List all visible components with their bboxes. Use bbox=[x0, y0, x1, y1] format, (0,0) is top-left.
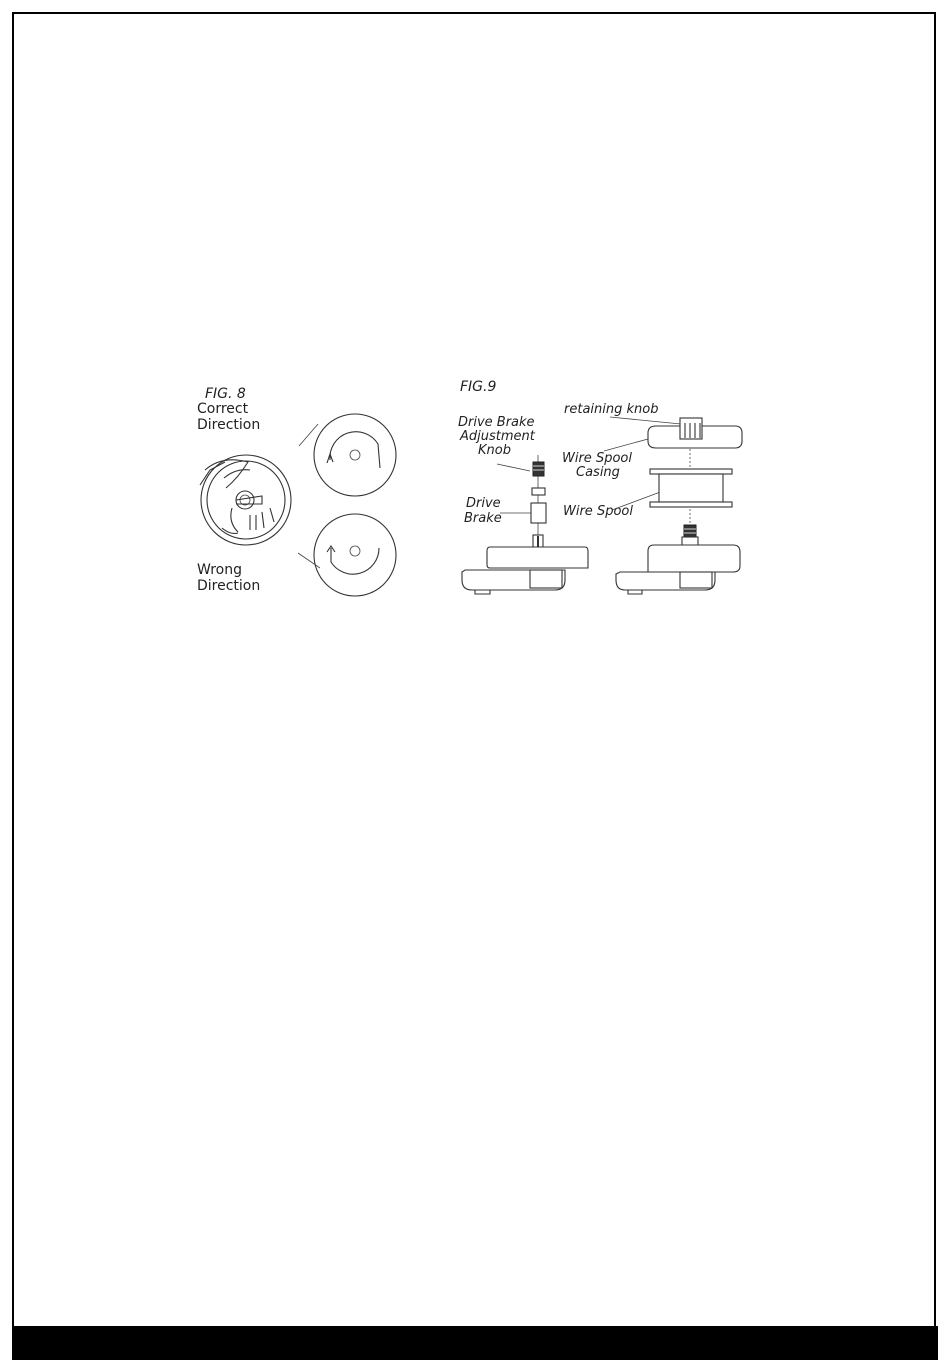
fig8-correct-label-2: Direction bbox=[197, 417, 261, 433]
fig8-correct-label-1: Correct bbox=[197, 401, 249, 417]
fig9-drive-brake-label-1: Drive bbox=[466, 496, 501, 511]
fig9-group bbox=[458, 379, 742, 594]
fig9-wire-spool-casing-label-2: Casing bbox=[576, 465, 620, 480]
fig8-wrong-label-1: Wrong bbox=[197, 562, 242, 578]
fig8-group bbox=[197, 386, 396, 596]
fig9-wire-spool-label: Wire Spool bbox=[563, 504, 633, 519]
fig8-caption: FIG. 8 bbox=[205, 386, 246, 402]
fig9-drive-brake-adj-label-1: Drive Brake bbox=[458, 415, 535, 430]
fig9-drive-brake-label-2: Brake bbox=[464, 511, 502, 526]
reel-icon bbox=[200, 455, 291, 545]
fig9-retaining-knob-label: retaining knob bbox=[564, 402, 659, 417]
wrong-direction-disc bbox=[298, 514, 396, 596]
fig9-wire-spool-casing-label-1: Wire Spool bbox=[562, 451, 632, 466]
correct-direction-disc bbox=[299, 414, 396, 496]
fig9-caption: FIG.9 bbox=[460, 379, 497, 395]
fig8-wrong-label-2: Direction bbox=[197, 578, 261, 594]
wire-spool-assembly bbox=[616, 418, 742, 594]
fig9-drive-brake-adj-label-3: Knob bbox=[478, 443, 511, 458]
fig9-drive-brake-adj-label-2: Adjustment bbox=[460, 429, 535, 444]
